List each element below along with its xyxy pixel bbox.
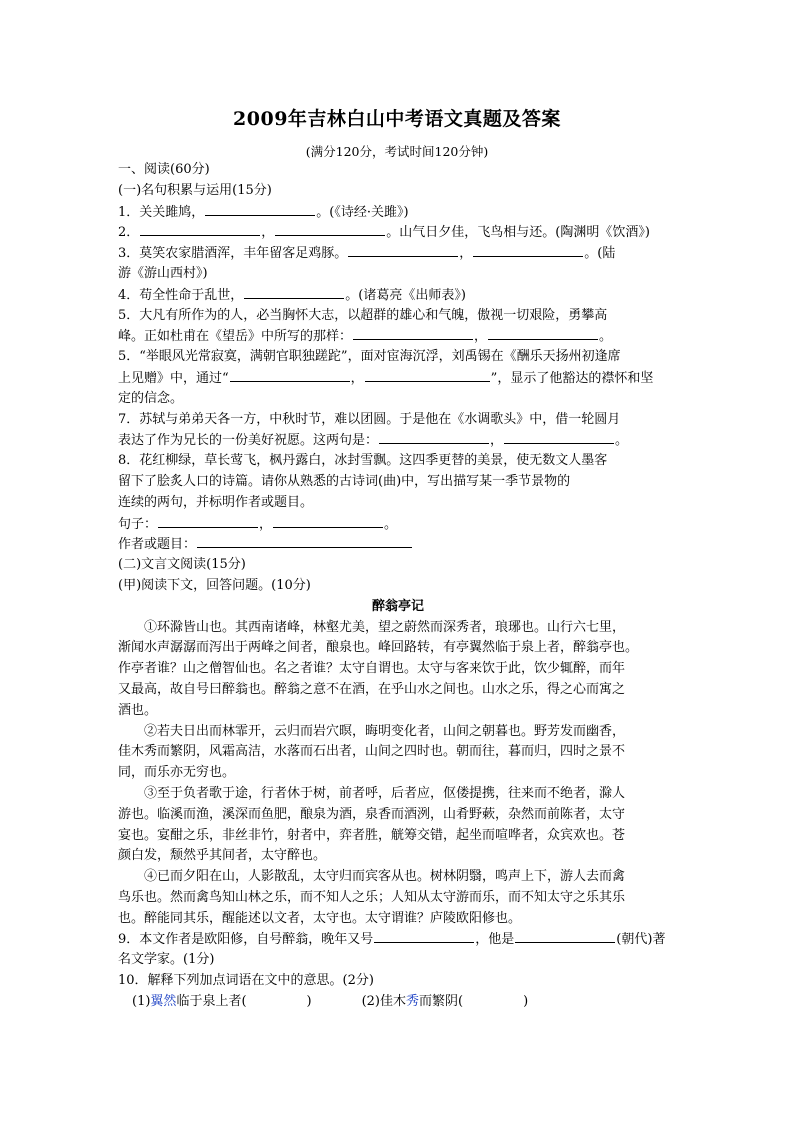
question-2: [118, 222, 678, 243]
passage-paragraph-1: 作亭者谁？山之僧智仙也。名之者谁？太守自谓也。太守与客来饮于此，饮少辄醉，而年: [118, 661, 626, 677]
question-3-cont: 游《游山西村》): [118, 265, 208, 281]
passage-paragraph-4: 鸟乐也。然而禽鸟知山林之乐，而不知人之乐；人知从太守游而乐，而不知太守之乐其乐: [118, 889, 626, 905]
reading-instructions: (甲)阅读下文，回答问题。(10分): [118, 577, 311, 593]
question-text: 。: [599, 329, 613, 345]
question-text: 而繁阴(: [419, 993, 464, 1009]
passage-paragraph-2: 同，而乐亦无穷也。: [118, 765, 236, 781]
question-text: ，: [459, 246, 473, 262]
question-text: (1): [132, 993, 151, 1009]
answer-blank[interactable]: [244, 285, 344, 299]
question-text: ，: [261, 225, 275, 241]
page-title: 2009年吉林白山中考语文真题及答案: [233, 108, 561, 130]
question-text: 3．莫笑农家腊酒浑，丰年留客足鸡豚。: [118, 246, 348, 262]
question-text: ，: [490, 433, 504, 449]
passage-paragraph-1: ①环滁皆山也。其西南诸峰，林壑尤美，望之蔚然而深秀者，琅琊也。山行六七里，: [144, 619, 626, 635]
answer-blank[interactable]: [273, 514, 383, 528]
page-subtitle: (满分120分，考试时间120分钟): [305, 144, 489, 159]
question-text: 9．本文作者是欧阳修，自号醉翁，晚年又号: [118, 932, 374, 948]
passage-paragraph-4: 也。醉能同其乐，醒能述以文者，太守也。太守谓谁？庐陵欧阳修也。: [118, 910, 522, 926]
dotted-word: 秀: [406, 993, 420, 1009]
subsection-heading-classical: (二)文言文阅读(15分): [118, 557, 246, 573]
question-text: 1．关关雎鸠，: [118, 204, 205, 220]
question-6-cont: [118, 368, 678, 389]
question-text: 。山气日夕佳，飞鸟相与还。(陶渊明《饮酒》): [386, 225, 650, 241]
question-text: 。(《诗经·关雎》): [316, 204, 409, 220]
question-text: ”，显示了他豁达的襟怀和坚: [490, 370, 654, 386]
document-body: [118, 160, 678, 1013]
question-8: 8．花红柳绿，草长莺飞，枫丹露白，冰封雪飘。这四季更替的美景，使无数文人墨客: [118, 453, 608, 469]
answer-blank[interactable]: [140, 222, 260, 236]
question-9-cont: 名文学家。(1分): [118, 952, 215, 968]
answer-blank[interactable]: [515, 929, 615, 943]
passage-paragraph-2: ②若夫日出而林霏开，云归而岩穴暝，晦明变化者，山间之朝暮也。野芳发而幽香，: [144, 723, 626, 739]
answer-blank[interactable]: [275, 222, 385, 236]
question-9: [118, 929, 678, 950]
question-6-end: 定的信念。: [118, 390, 184, 406]
question-text: 。: [615, 433, 629, 449]
passage-title: 醉翁亭记: [371, 598, 424, 614]
question-text: 句子：: [118, 516, 158, 532]
answer-blank[interactable]: [488, 326, 598, 340]
question-text: ，: [259, 516, 273, 532]
question-text: 2．: [118, 225, 140, 241]
question-4: [118, 285, 678, 306]
passage-paragraph-3: 游也。临溪而渔，溪深而鱼肥，酿泉为酒，泉香而酒洌，山肴野蔌，杂然而前陈者，太守: [118, 806, 626, 822]
question-text: 作者或题目：: [118, 537, 197, 553]
question-text: 上见赠》中，通过“: [118, 370, 229, 386]
answer-blank[interactable]: [365, 368, 490, 382]
question-10: 10．解释下列加点词语在文中的意思。(2分): [118, 973, 374, 989]
passage-paragraph-1: 又最高，故自号曰醉翁也。醉翁之意不在酒，在乎山水之间也。山水之乐，得之心而寓之: [118, 681, 626, 697]
passage-paragraph-1: 渐闻水声潺潺而泻出于两峰之间者，酿泉也。峰回路转，有亭翼然临于泉上者，醉翁亭也。: [118, 640, 639, 656]
answer-blank[interactable]: [353, 326, 473, 340]
question-text: (2)佳木: [361, 993, 407, 1009]
question-text: 。: [384, 516, 398, 532]
answer-blank[interactable]: [230, 368, 350, 382]
question-text: 。(陆: [584, 246, 616, 262]
answer-blank[interactable]: [473, 243, 583, 257]
passage-paragraph-3: 宴也。宴酣之乐，非丝非竹，射者中，弈者胜，觥筹交错，起坐而喧哗者，众宾欢也。苍: [118, 827, 626, 843]
answer-blank[interactable]: [374, 929, 474, 943]
question-3: [118, 243, 678, 264]
question-text: 。(诸葛亮《出师表》): [345, 287, 466, 303]
question-text: 峰。正如杜甫在《望岳》中所写的那样：: [118, 329, 353, 345]
question-text: 表达了作为兄长的一份美好祝愿。这两句是：: [118, 433, 379, 449]
answer-blank[interactable]: [197, 534, 412, 548]
question-5-cont: [118, 326, 678, 347]
question-8-cont: 连续的两句，并标明作者或题目。: [118, 494, 314, 510]
question-text: ，: [474, 329, 488, 345]
question-text: (朝代)著: [616, 932, 666, 948]
question-text: 4．苟全性命于乱世，: [118, 287, 244, 303]
passage-paragraph-3: 颜白发，颓然乎其间者，太守醉也。: [118, 848, 327, 864]
question-1: [118, 202, 678, 223]
answer-blank[interactable]: [504, 430, 614, 444]
answer-blank[interactable]: [205, 202, 315, 216]
section-heading-reading: 一、阅读(60分): [118, 162, 210, 177]
question-text: 临于泉上者(: [176, 993, 247, 1009]
answer-blank[interactable]: [348, 243, 458, 257]
passage-paragraph-3: ③至于负者歌于途，行者休于树，前者呼，后者应，伛偻提携，往来而不绝者，滁人: [144, 785, 626, 801]
question-text: ，: [350, 370, 364, 386]
question-5: 5．大凡有所作为的人，必当胸怀大志，以超群的雄心和气魄，傲视一切艰险，勇攀高: [118, 307, 608, 323]
question-8-sentence: [118, 514, 678, 535]
passage-paragraph-1: 酒也。: [118, 702, 158, 718]
question-7: 7．苏轼与弟弟天各一方，中秋时节，难以团圆。于是他在《水调歌头》中，借一轮圆月: [118, 411, 621, 427]
question-10-items: [118, 992, 678, 1013]
subsection-heading-quotes: (一)名句积累与运用(15分): [118, 182, 272, 198]
dotted-word: 翼然: [150, 993, 177, 1009]
question-text: ，他是: [475, 932, 515, 948]
answer-blank[interactable]: [379, 430, 489, 444]
question-8-author: [118, 534, 678, 555]
question-6: 5．“举眼风光常寂寞，满朝官职独蹉跎”，面对宦海沉浮，刘禹锡在《酬乐天扬州初逢席: [118, 349, 621, 365]
question-text: ): [523, 993, 529, 1009]
passage-paragraph-4: ④已而夕阳在山，人影散乱，太守归而宾客从也。树林阴翳，鸣声上下，游人去而禽: [144, 869, 626, 885]
question-7-cont: [118, 430, 678, 451]
passage-paragraph-2: 佳木秀而繁阴，风霜高洁，水落而石出者，山间之四时也。朝而往，暮而归，四时之景不: [118, 744, 626, 760]
answer-blank[interactable]: [158, 514, 258, 528]
question-text: ): [306, 993, 312, 1009]
question-8-cont: 留下了脍炙人口的诗篇。请你从熟悉的古诗词(曲)中，写出描写某一季节景物的: [118, 473, 571, 489]
